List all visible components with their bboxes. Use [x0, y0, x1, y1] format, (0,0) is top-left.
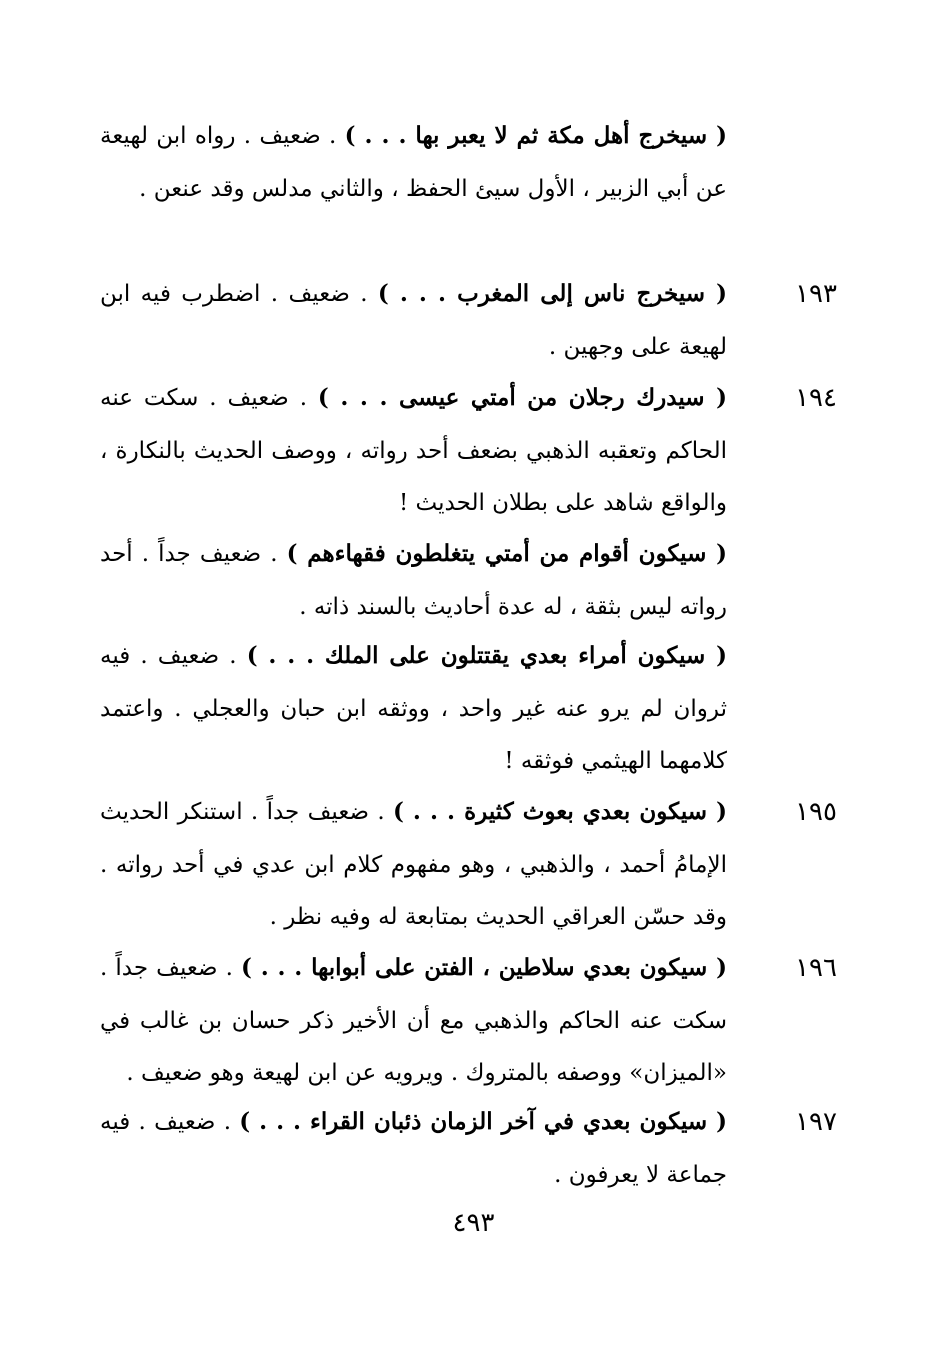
hadith-grading: . ضعيف . اضطرب فيه ابن لهيعة على وجهين .	[100, 281, 727, 360]
hadith-lead: ( سيكون أمراء بعدي يقتتلون على الملك . . . )	[246, 642, 727, 669]
hadith-lead: ( سيخرج ناس إلى المغرب . . . )	[377, 280, 727, 307]
entry-text	[100, 110, 727, 215]
entry-text	[100, 786, 727, 944]
hadith-lead: ( سيكون بعدي بعوث كثيرة . . . )	[393, 798, 727, 825]
hadith-grading: . ضعيف . فيه ثروان لم يرو عنه غير واحد ، ووثقه ابن حبان والعجلي . واعتمد كلامهما الهيثمي فوثقه !	[100, 643, 727, 774]
entry-text	[100, 1096, 727, 1201]
hadith-grading: . ضعيف . رواه ابن لهيعة عن أبي الزبير ، الأول سيئ الحفظ ، والثاني مدلس وقد عنعن .	[100, 123, 727, 202]
entry-number: ١٩٤	[795, 383, 837, 413]
hadith-grading: . ضعيف جداً . سكت عنه الحاكم والذهبي مع أن الأخير ذكر حسان بن غالب في «الميزان» ووصفه بالمتروك . ويرويه عن ابن لهيعة وهو ضعيف .	[100, 955, 727, 1086]
entry-number: ١٩٣	[795, 279, 837, 309]
entry-text	[100, 268, 727, 373]
page-number: ٤٩٣	[452, 1208, 495, 1238]
hadith-lead: ( سيكون أقوام من أمتي يتغلطون فقهاءهم )	[286, 540, 727, 567]
hadith-grading: . ضعيف جداً . أحد رواته ليس بثقة ، له عدة أحاديث بالسند ذاته .	[100, 541, 727, 620]
hadith-lead: ( سيكون بعدي سلاطين ، الفتن على أبوابها . . . )	[241, 954, 727, 981]
entry-text	[100, 528, 727, 633]
entry-number: ١٩٥	[795, 797, 837, 827]
hadith-lead: ( سيخرج أهل مكة ثم لا يعبر بها . . . )	[344, 122, 728, 149]
entry-text	[100, 942, 727, 1100]
hadith-grading: . ضعيف . سكت عنه الحاكم وتعقبه الذهبي بضعف أحد رواته ، ووصف الحديث بالنكارة ، والواقع شاهد على بطلان الحديث !	[100, 385, 727, 516]
entry-number: ١٩٧	[795, 1107, 837, 1137]
entry-text	[100, 630, 727, 788]
entry-number: ١٩٦	[795, 953, 837, 983]
hadith-grading: . ضعيف . فيه جماعة لا يعرفون .	[100, 1109, 727, 1188]
entry-text	[100, 372, 727, 530]
hadith-grading: . ضعيف جداً . استنكر الحديث الإمامُ أحمد ، والذهبي ، وهو مفهوم كلام ابن عدي في أحد رواته . وقد حسّن العراقي الحديث بمتابعة له وفيه نظر .	[100, 799, 727, 930]
hadith-lead: ( سيدرك رجلان من أمتي عيسى . . . )	[317, 384, 727, 411]
hadith-lead: ( سيكون بعدي في آخر الزمان ذئبان القراء . . . )	[239, 1108, 727, 1135]
